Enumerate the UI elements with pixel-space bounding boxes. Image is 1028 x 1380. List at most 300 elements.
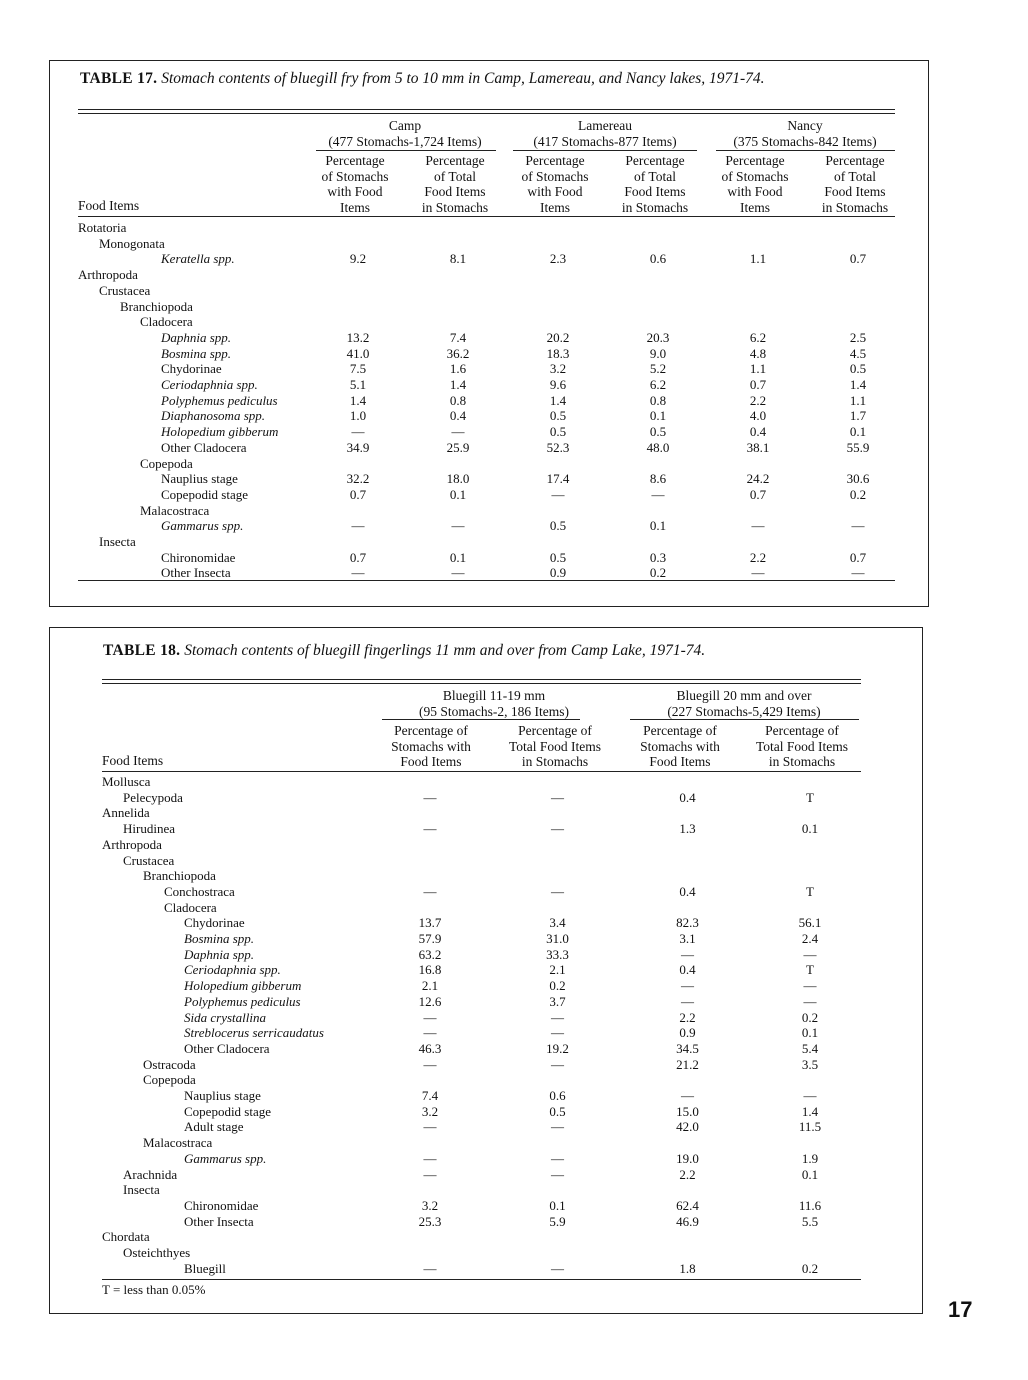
food-item-label: Osteichthyes [123,1245,191,1261]
value-cell: 17.4 [546,471,570,487]
table-row [78,408,908,424]
value-cell [608,314,708,330]
value-cell [308,236,408,252]
food-item-label: Branchiopoda [120,298,193,314]
table-row [78,267,908,283]
value-cell: 0.6 [549,1088,566,1104]
table-row [78,471,908,487]
value-cell [608,456,708,472]
value-cell [625,774,750,790]
value-cell [490,1245,625,1261]
value-cell [370,900,490,916]
value-cell [408,236,508,252]
food-item-label: Pelecypoda [123,789,183,805]
value-cell [490,774,625,790]
table-17-column-header-line: Percentage [825,153,885,168]
food-item-label: Polyphemus pediculus [161,392,278,408]
value-cell [625,1182,750,1198]
value-cell [308,314,408,330]
value-cell: 1.8 [679,1260,696,1276]
value-cell: 13.2 [346,329,370,345]
table-17-column-header-line: Percentage [425,153,485,168]
value-cell: 2.1 [421,978,439,994]
table-row [78,487,908,503]
value-cell: — [551,1260,564,1276]
value-cell: 2.2 [749,392,767,408]
table-17-column-header-line: with Food [327,184,383,199]
value-cell: — [803,946,817,962]
table-18-column-header-line: Stomachs with [640,738,720,754]
value-cell: 7.4 [449,329,467,345]
value-cell [608,220,708,236]
value-cell: 3.2 [421,1103,439,1119]
value-cell: 0.2 [649,565,667,581]
table-row [100,1245,870,1261]
table-row [100,790,870,806]
value-cell [625,900,750,916]
value-cell [508,299,608,315]
value-cell [750,1182,870,1198]
food-item-label: Bluegill [184,1260,226,1276]
table-17-group-underline [316,150,496,151]
table-row [100,884,870,900]
value-cell: — [451,424,465,440]
food-item-label: Holopedium gibberum [161,424,279,440]
value-cell: 0.1 [849,424,867,440]
value-cell: 5.9 [549,1213,566,1229]
value-cell: — [803,1088,817,1104]
value-cell: 0.5 [549,549,567,565]
table-row [100,1025,870,1041]
food-item-label: Arthropoda [102,836,162,852]
table-18-caption-label: TABLE 18. [103,642,181,659]
value-cell: — [551,789,564,805]
value-cell [308,534,408,550]
value-cell [308,220,408,236]
value-cell [808,503,908,519]
table-row [100,1041,870,1057]
value-cell [408,299,508,315]
value-cell: 13.7 [418,915,442,931]
table-18-column-header-line: Percentage of [765,723,839,738]
value-cell [408,314,508,330]
table-17-column-header-line: of Total [634,168,676,184]
table-17-food-items-header: Food Items [78,198,140,213]
table-17-column-header-line: in Stomachs [421,199,489,215]
food-item-label: Insecta [99,534,136,550]
value-cell: 0.7 [349,486,367,502]
value-cell [370,853,490,869]
table-17-column-header-line: of Total [434,168,476,184]
value-cell [750,1245,870,1261]
value-cell: 0.7 [749,486,767,502]
value-cell: 0.7 [349,549,367,565]
value-cell: 0.1 [801,821,819,837]
table-17-column-header-line: Food Items [424,184,486,199]
value-cell [708,314,808,330]
value-cell [508,456,608,472]
value-cell [750,1135,870,1151]
value-cell: T [806,883,814,899]
table-row [78,283,908,299]
value-cell: 62.4 [676,1197,699,1213]
value-cell: — [423,789,437,805]
food-item-label: Chydorinae [161,361,222,377]
table-18-body [100,774,870,1277]
value-cell: 8.6 [649,471,667,487]
value-cell: — [851,565,865,581]
value-cell: 0.8 [649,392,667,408]
table-17-group-name: Camp [388,118,422,133]
table-18-column-header-line: Total Food Items [755,738,849,754]
table-17-group-subtitle: (417 Stomachs-877 Items) [533,134,677,149]
value-cell: 0.5 [849,361,867,377]
table-row [100,868,870,884]
table-17-column-header-line: Percentage [725,153,785,168]
table-row [78,440,908,456]
food-item-label: Cladocera [140,314,193,330]
value-cell [508,267,608,283]
value-cell: 32.2 [346,471,370,487]
value-cell [808,314,908,330]
value-cell [370,1072,490,1088]
food-item-label: Annelida [102,805,150,821]
value-cell: — [451,565,465,581]
table-row [100,1229,870,1245]
food-item-label: Ceriodaphnia spp. [184,962,281,978]
table-row [100,1119,870,1135]
value-cell: 0.2 [801,1009,819,1025]
value-cell: — [651,486,665,502]
value-cell: 52.3 [546,439,570,455]
value-cell [708,220,808,236]
table-row [100,1088,870,1104]
value-cell: 0.5 [549,518,567,534]
table-row [78,236,908,252]
value-cell: 3.2 [421,1197,439,1213]
page-number: 17 [948,1297,973,1322]
value-cell: — [423,883,437,899]
value-cell: 0.4 [679,962,696,978]
food-item-label: Insecta [123,1182,160,1198]
value-cell [508,314,608,330]
value-cell: 42.0 [676,1119,699,1135]
value-cell [625,1072,750,1088]
value-cell: 25.9 [446,439,470,455]
value-cell: 7.5 [349,361,367,377]
value-cell: 0.7 [849,251,867,267]
value-cell [708,283,808,299]
value-cell [308,456,408,472]
value-cell: 1.9 [801,1150,819,1166]
table-row [78,550,908,566]
value-cell: 4.5 [849,345,867,361]
table-17-top-rule [78,109,895,110]
value-cell: — [351,424,365,440]
table-18-column-header-line: in Stomachs [521,754,589,769]
value-cell [608,236,708,252]
value-cell [308,283,408,299]
food-item-label: Ostracoda [143,1056,196,1072]
value-cell: 12.6 [418,993,442,1009]
value-cell: — [423,1056,437,1072]
value-cell: 7.4 [421,1088,439,1104]
value-cell [508,503,608,519]
table-row [78,565,908,581]
value-cell: 1.1 [749,251,767,267]
value-cell: 9.6 [549,377,567,393]
value-cell: 0.2 [849,486,867,502]
value-cell: — [351,518,365,534]
table-17-column-header-line: Items [340,199,370,215]
value-cell: — [551,1150,564,1166]
value-cell [808,236,908,252]
value-cell [408,456,508,472]
table-18-column-header-line: Stomachs with [391,738,471,754]
value-cell: 3.4 [549,915,566,931]
value-cell: 25.3 [418,1213,442,1229]
value-cell [608,267,708,283]
value-cell: 55.9 [846,439,870,455]
value-cell [508,283,608,299]
table-17-group-name: Nancy [787,118,823,133]
food-item-label: Daphnia spp. [161,329,232,345]
food-item-label: Daphnia spp. [184,946,255,962]
table-row [78,299,908,315]
table-row [100,915,870,931]
table-row [78,424,908,440]
food-item-label: Copepodid stage [161,486,249,502]
value-cell: 0.1 [449,549,467,565]
food-item-label: Cladocera [164,899,217,915]
value-cell [490,868,625,884]
value-cell: 0.9 [679,1025,696,1041]
value-cell [370,868,490,884]
value-cell [608,299,708,315]
table-17-column-header-line: in Stomachs [821,199,889,215]
value-cell [708,236,808,252]
table-row [78,534,908,550]
value-cell: — [751,518,765,534]
table-row [78,251,908,267]
value-cell: 5.2 [649,361,667,377]
value-cell [608,503,708,519]
value-cell: 0.1 [801,1166,819,1182]
value-cell [408,220,508,236]
value-cell: 20.2 [546,329,570,345]
table-row [100,774,870,790]
food-item-label: Other Cladocera [161,439,247,455]
table-17-group-name: Lamereau [578,118,632,133]
table-17-column-header-line: Items [740,199,770,215]
value-cell: — [681,993,694,1009]
food-item-label: Copepodid stage [184,1103,272,1119]
food-item-label: Gammarus spp. [161,518,244,534]
value-cell: 38.1 [746,439,770,455]
value-cell [370,805,490,821]
value-cell: 3.5 [801,1056,819,1072]
table-row [100,900,870,916]
value-cell: 6.2 [749,329,767,345]
value-cell: 0.8 [449,392,467,408]
value-cell: 2.3 [549,251,567,267]
value-cell: 2.2 [749,549,767,565]
value-cell [608,534,708,550]
value-cell [408,503,508,519]
food-item-label: Chydorinae [184,915,245,931]
value-cell: 2.1 [549,962,566,978]
food-item-label: Ceriodaphnia spp. [161,377,258,393]
value-cell: 0.4 [449,408,467,424]
table-18-column-header-line: Total Food Items [508,738,602,754]
value-cell: 1.4 [349,392,367,408]
value-cell [508,534,608,550]
table-18-top-rule [102,679,861,680]
table-row [100,1072,870,1088]
table-row [100,1104,870,1120]
value-cell: 0.4 [679,789,696,805]
value-cell [750,774,870,790]
value-cell: 4.0 [749,408,767,424]
value-cell: 2.2 [679,1009,696,1025]
table-17-group-subtitle: (375 Stomachs-842 Items) [733,134,877,149]
table-row [78,377,908,393]
table-row [78,518,908,534]
food-item-label: Malacostraca [143,1135,213,1151]
table-18-group-subtitle: (227 Stomachs-5,429 Items) [667,704,821,719]
value-cell: — [423,1009,437,1025]
value-cell [808,267,908,283]
value-cell: 6.2 [649,377,667,393]
value-cell: — [681,946,694,962]
food-item-label: Crustacea [99,282,151,298]
table-row [78,314,908,330]
value-cell: 1.4 [449,377,467,393]
food-item-label: Bosmina spp. [184,931,255,947]
table-18-column-header-line: Food Items [649,754,711,769]
table-row [100,853,870,869]
value-cell: — [551,1056,564,1072]
value-cell: 0.4 [749,424,767,440]
food-item-label: Holopedium gibberum [184,978,302,994]
value-cell: 31.0 [546,931,569,947]
value-cell [370,1182,490,1198]
value-cell: — [751,565,765,581]
table-row [100,1167,870,1183]
value-cell: — [451,518,465,534]
table-row [100,1182,870,1198]
table-row [78,503,908,519]
value-cell: 0.1 [801,1025,819,1041]
table-17-column-header-line: Percentage [625,153,685,168]
table-18-group-underline [382,719,580,720]
table-18-food-items-header: Food Items [102,753,164,768]
value-cell: 21.2 [676,1056,699,1072]
value-cell [750,837,870,853]
table-row [78,393,908,409]
table-row [100,1214,870,1230]
value-cell: 18.3 [546,345,570,361]
food-item-label: Malacostraca [140,502,210,518]
table-17-column-header-line: Items [540,199,570,215]
value-cell [708,267,808,283]
value-cell [490,853,625,869]
value-cell [808,299,908,315]
value-cell: 5.4 [801,1040,819,1056]
table-17-group-subtitle: (477 Stomachs-1,724 Items) [328,134,482,149]
value-cell [508,220,608,236]
table-17-caption [80,70,765,88]
value-cell: 0.1 [649,408,667,424]
food-item-label: Streblocerus serricaudatus [184,1025,324,1041]
table-row [100,837,870,853]
table-18-group-name: Bluegill 11-19 mm [442,688,546,703]
value-cell [490,1072,625,1088]
table-row [100,805,870,821]
table-row [100,1135,870,1151]
food-item-label: Copepoda [140,455,193,471]
food-item-label: Hirudinea [123,821,175,837]
value-cell [308,267,408,283]
value-cell: 5.1 [349,377,367,393]
table-17-caption-text: Stomach contents of bluegill fry from 5 to 10 mm in Camp, Lamereau, and Nancy lakes, 1971-74. [161,70,765,87]
value-cell: 9.0 [649,345,667,361]
table-17-column-header-line: Percentage [525,153,585,168]
food-item-label: Gammarus spp. [184,1150,267,1166]
value-cell [625,1135,750,1151]
value-cell [370,1135,490,1151]
value-cell: 19.0 [676,1150,699,1166]
value-cell: 3.1 [679,931,696,947]
value-cell: — [423,1166,437,1182]
food-item-label: Mollusca [102,774,151,789]
table-18-column-header-line: Percentage of [518,723,592,738]
value-cell [625,805,750,821]
value-cell: 2.4 [801,931,819,947]
table-18-column-header-line: Percentage of [394,723,468,738]
value-cell [608,283,708,299]
table-17-column-header-line: of Stomachs [321,168,389,184]
food-item-label: Chironomidae [184,1197,259,1213]
table-17-column-header-line: with Food [727,184,783,199]
table-17-header-rule [78,216,895,217]
value-cell: — [423,1150,437,1166]
table-row [78,361,908,377]
value-cell [808,456,908,472]
value-cell [490,1182,625,1198]
food-item-label: Nauplius stage [184,1088,261,1104]
value-cell: 4.8 [749,345,767,361]
value-cell: 46.9 [676,1213,699,1229]
value-cell: 36.2 [446,345,470,361]
value-cell: — [551,883,564,899]
value-cell [750,1229,870,1245]
food-item-label: Arachnida [123,1166,178,1182]
food-item-label: Crustacea [123,852,175,868]
value-cell: 57.9 [418,931,442,947]
food-item-label: Bosmina spp. [161,345,232,361]
value-cell: 11.5 [798,1119,822,1135]
table-row [100,947,870,963]
food-item-label: Monogonata [99,235,165,251]
value-cell: 56.1 [798,915,822,931]
value-cell: 8.1 [449,251,467,267]
table-17-column-header-line: with Food [527,184,583,199]
value-cell [490,805,625,821]
table-17-bottom-rule [78,580,895,581]
value-cell [625,853,750,869]
value-cell: — [551,1009,564,1025]
